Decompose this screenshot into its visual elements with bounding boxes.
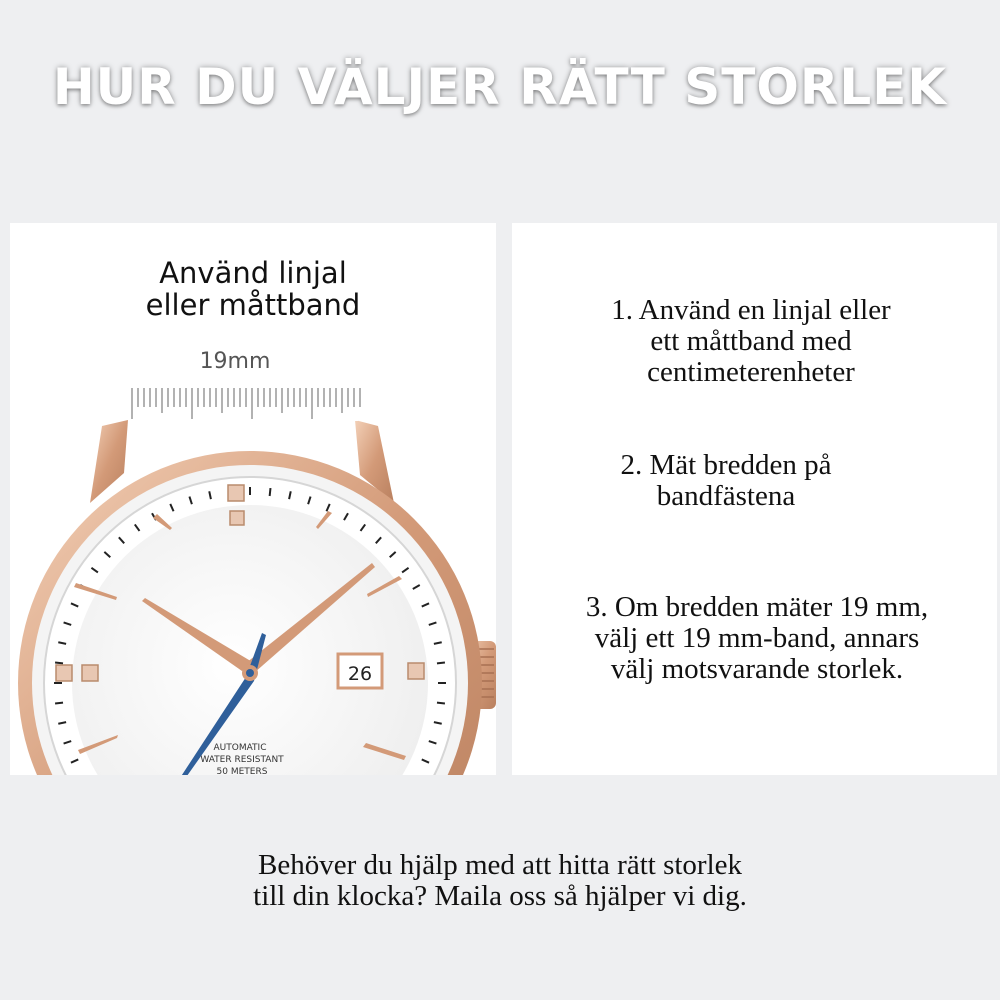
- ruler-caption-line1: Använd linjal: [159, 256, 347, 290]
- step-1-line1: 1. Använd en linjal eller: [611, 294, 891, 326]
- instructions-panel: [512, 223, 997, 775]
- help-message-line2: till din klocka? Maila oss så hjälper vi dig.: [253, 880, 747, 912]
- dial-text-water-resistant: WATER RESISTANT: [200, 755, 284, 765]
- minute-tick: [55, 663, 63, 664]
- minute-tick: [55, 703, 63, 704]
- step-3-line2: välj ett 19 mm-band, annars: [594, 622, 920, 654]
- help-message-line1: Behöver du hjälp med att hitta rätt storlek: [257, 849, 742, 881]
- hand-pin-center: [246, 669, 254, 677]
- step-3-line1: 3. Om bredden mäter 19 mm,: [585, 591, 929, 623]
- minute-tick: [437, 663, 445, 664]
- help-message: [0, 850, 1000, 912]
- minute-tick: [270, 488, 271, 496]
- page-title: HUR DU VÄLJER RÄTT STORLEK: [52, 58, 948, 116]
- step-3: [522, 592, 992, 685]
- step-2: [536, 450, 916, 512]
- step-2-line2: bandfästena: [656, 480, 796, 512]
- step-2-line1: 2. Mät bredden på: [620, 449, 832, 481]
- ruler-caption-line2: eller måttband: [145, 288, 361, 322]
- dial-text-meters: 50 METERS: [216, 767, 268, 775]
- step-1-line3: centimeterenheter: [647, 356, 855, 388]
- date-value: 26: [347, 663, 373, 685]
- step-1: [536, 295, 966, 388]
- watch-illustration: [10, 223, 496, 775]
- minute-tick: [437, 703, 445, 704]
- step-1-line2: ett måttband med: [650, 325, 852, 357]
- ruler-measurement-label: 19mm: [199, 349, 271, 374]
- illustration-panel: [10, 223, 496, 775]
- dial-text-automatic: AUTOMATIC: [213, 743, 267, 753]
- step-3-line3: välj motsvarande storlek.: [610, 653, 904, 685]
